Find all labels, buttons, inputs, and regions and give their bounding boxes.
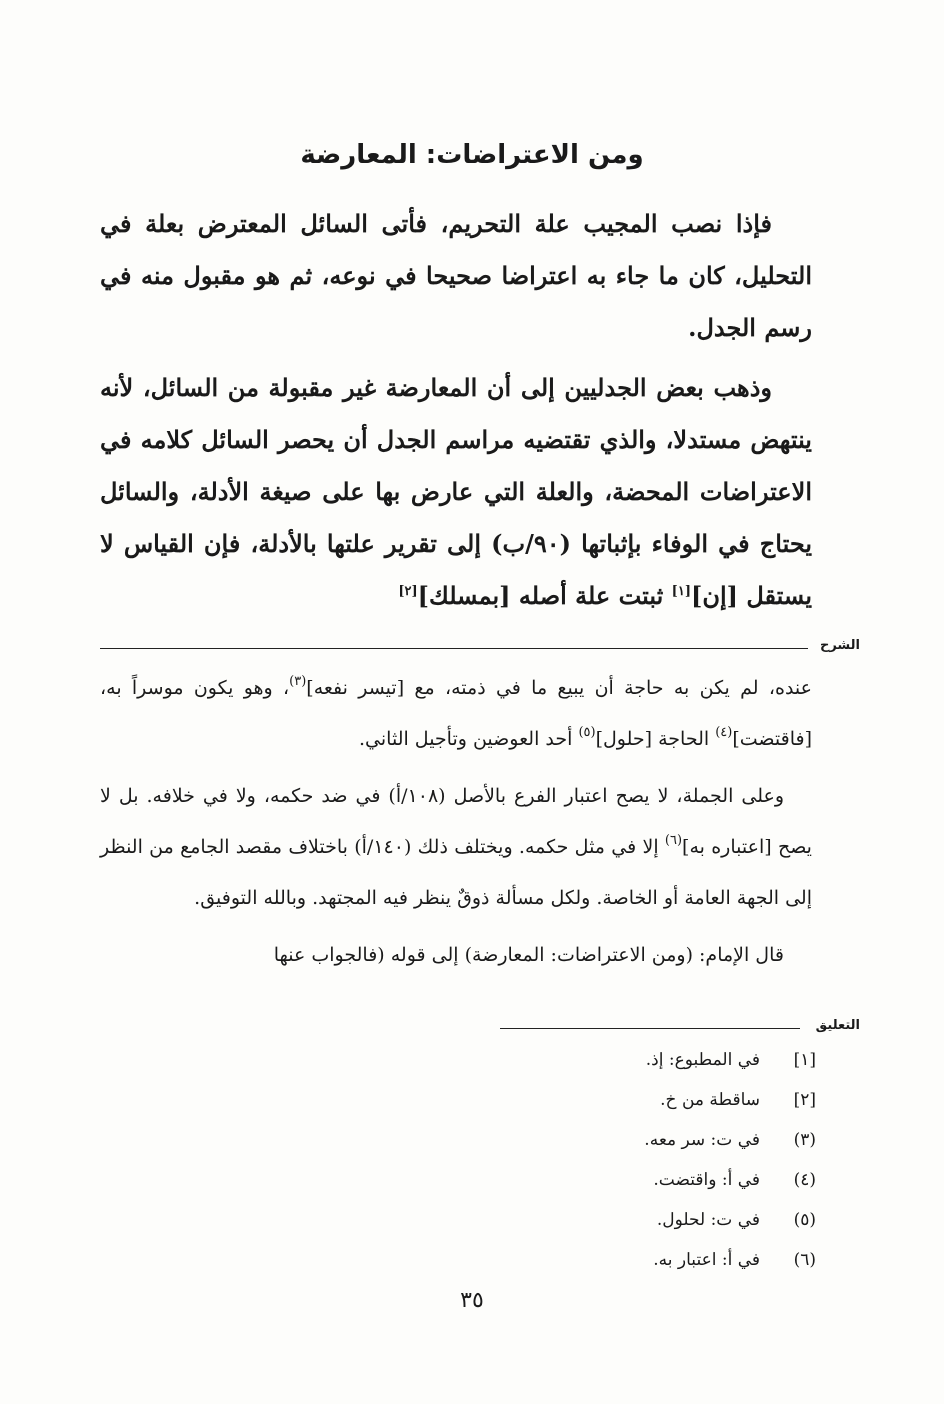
footnotes-list xyxy=(644,1040,816,1280)
ta3liq-rule xyxy=(500,1028,800,1029)
footnote-number: (٦) xyxy=(793,1250,816,1270)
footnote-ref-5[interactable]: (٥) xyxy=(578,725,596,740)
commentary-1a: عنده، لم يكن به حاجة أن يبيع ما في ذمته، مع [تيسر نفعه] xyxy=(306,677,812,699)
main-paragraph-2 xyxy=(100,362,812,622)
main-paragraph-2-mid: ثبتت علة أصله xyxy=(518,581,664,610)
commentary-1b: ، وهو يكون موسراً به، [فاقتضت] xyxy=(100,677,812,750)
footnote-item xyxy=(644,1160,816,1200)
sharh-rule xyxy=(100,648,808,649)
commentary-text xyxy=(100,663,812,981)
bracket-word-bimaslak: [بمسلك] xyxy=(417,581,511,610)
sharh-label: الشرح xyxy=(819,638,860,653)
commentary-1d: أحد العوضين وتأجيل الثاني. xyxy=(359,728,573,750)
main-paragraph-2-text: وذهب بعض الجدليين إلى أن المعارضة غير مقبولة من السائل، لأنه ينتهض مستدلا، والذي تقتضيه مراسم الجدل أن يحصر السائل كلامه في الاعتراضات المحضة، والعلة التي عارض بها على صيغة الأدلة، والسائل يحتاج في الوفاء بإثباتها (٩٠/ب) إلى تقرير علتها بالأدلة، فإن القياس لا يستقل xyxy=(100,373,812,610)
footnote-text: في أ: اعتبار به. xyxy=(653,1250,760,1270)
section-heading: ومن الاعتراضات: المعارضة xyxy=(300,140,644,170)
main-paragraph-1: فإذا نصب المجيب علة التحريم، فأتى السائل المعترض بعلة في التحليل، كان ما جاء به اعتراضا صحيحا في نوعه، ثم هو مقبول منه في رسم الجدل. xyxy=(100,209,812,342)
footnote-ref-6[interactable]: (٦) xyxy=(664,833,683,848)
footnote-number: [١] xyxy=(793,1050,816,1070)
commentary-2a: وعلى الجملة، لا يصح اعتبار الفرع بالأصل (١٠٨/أ) في ضد حكمه، ولا في خلافه. بل لا يصح [اعتباره به] xyxy=(100,785,812,858)
commentary-2b: إلا في مثل حكمه. ويختلف ذلك (١٤٠/أ) باختلاف مقصد الجامع من النظر إلى الجهة العامة أو الخاصة. ولكل مسألة ذوقٌ ينظر فيه المجتهد. وبالله التوفيق. xyxy=(100,836,812,909)
bracket-word-in: [إن] xyxy=(690,581,738,610)
footnote-text: في المطبوع: إذ. xyxy=(645,1050,760,1070)
commentary-1c: الحاجة [حلول] xyxy=(595,728,710,750)
footnote-text: ساقطة من خ. xyxy=(660,1090,760,1110)
footnote-ref-3[interactable]: (٣) xyxy=(289,674,307,689)
footnote-item xyxy=(644,1240,816,1280)
footnote-number: (٣) xyxy=(793,1130,816,1150)
footnote-item xyxy=(644,1040,816,1080)
footnote-ref-4[interactable]: (٤) xyxy=(715,725,733,740)
footnote-item xyxy=(644,1120,816,1160)
footnote-ref-2[interactable]: [٢] xyxy=(398,584,418,599)
footnote-ref-1[interactable]: [١] xyxy=(671,584,691,599)
footnote-number: (٥) xyxy=(793,1210,816,1230)
commentary-paragraph-1 xyxy=(100,663,812,765)
commentary-paragraph-3: قال الإمام: (ومن الاعتراضات: المعارضة) إلى قوله (فالجواب عنها xyxy=(273,944,784,966)
footnote-text: في أ: واقتضت. xyxy=(653,1170,760,1190)
footnote-text: في ت: سر معه. xyxy=(644,1130,760,1150)
page-number: ٣٥ xyxy=(460,1288,484,1313)
ta3liq-label: التعليق xyxy=(815,1018,860,1033)
footnote-text: في ت: لحلول. xyxy=(656,1210,760,1230)
footnote-number: (٤) xyxy=(793,1170,816,1190)
main-text xyxy=(100,198,812,630)
footnote-number: [٢] xyxy=(793,1090,816,1110)
footnote-item xyxy=(644,1080,816,1120)
commentary-paragraph-2 xyxy=(100,771,812,924)
footnote-item xyxy=(644,1200,816,1240)
